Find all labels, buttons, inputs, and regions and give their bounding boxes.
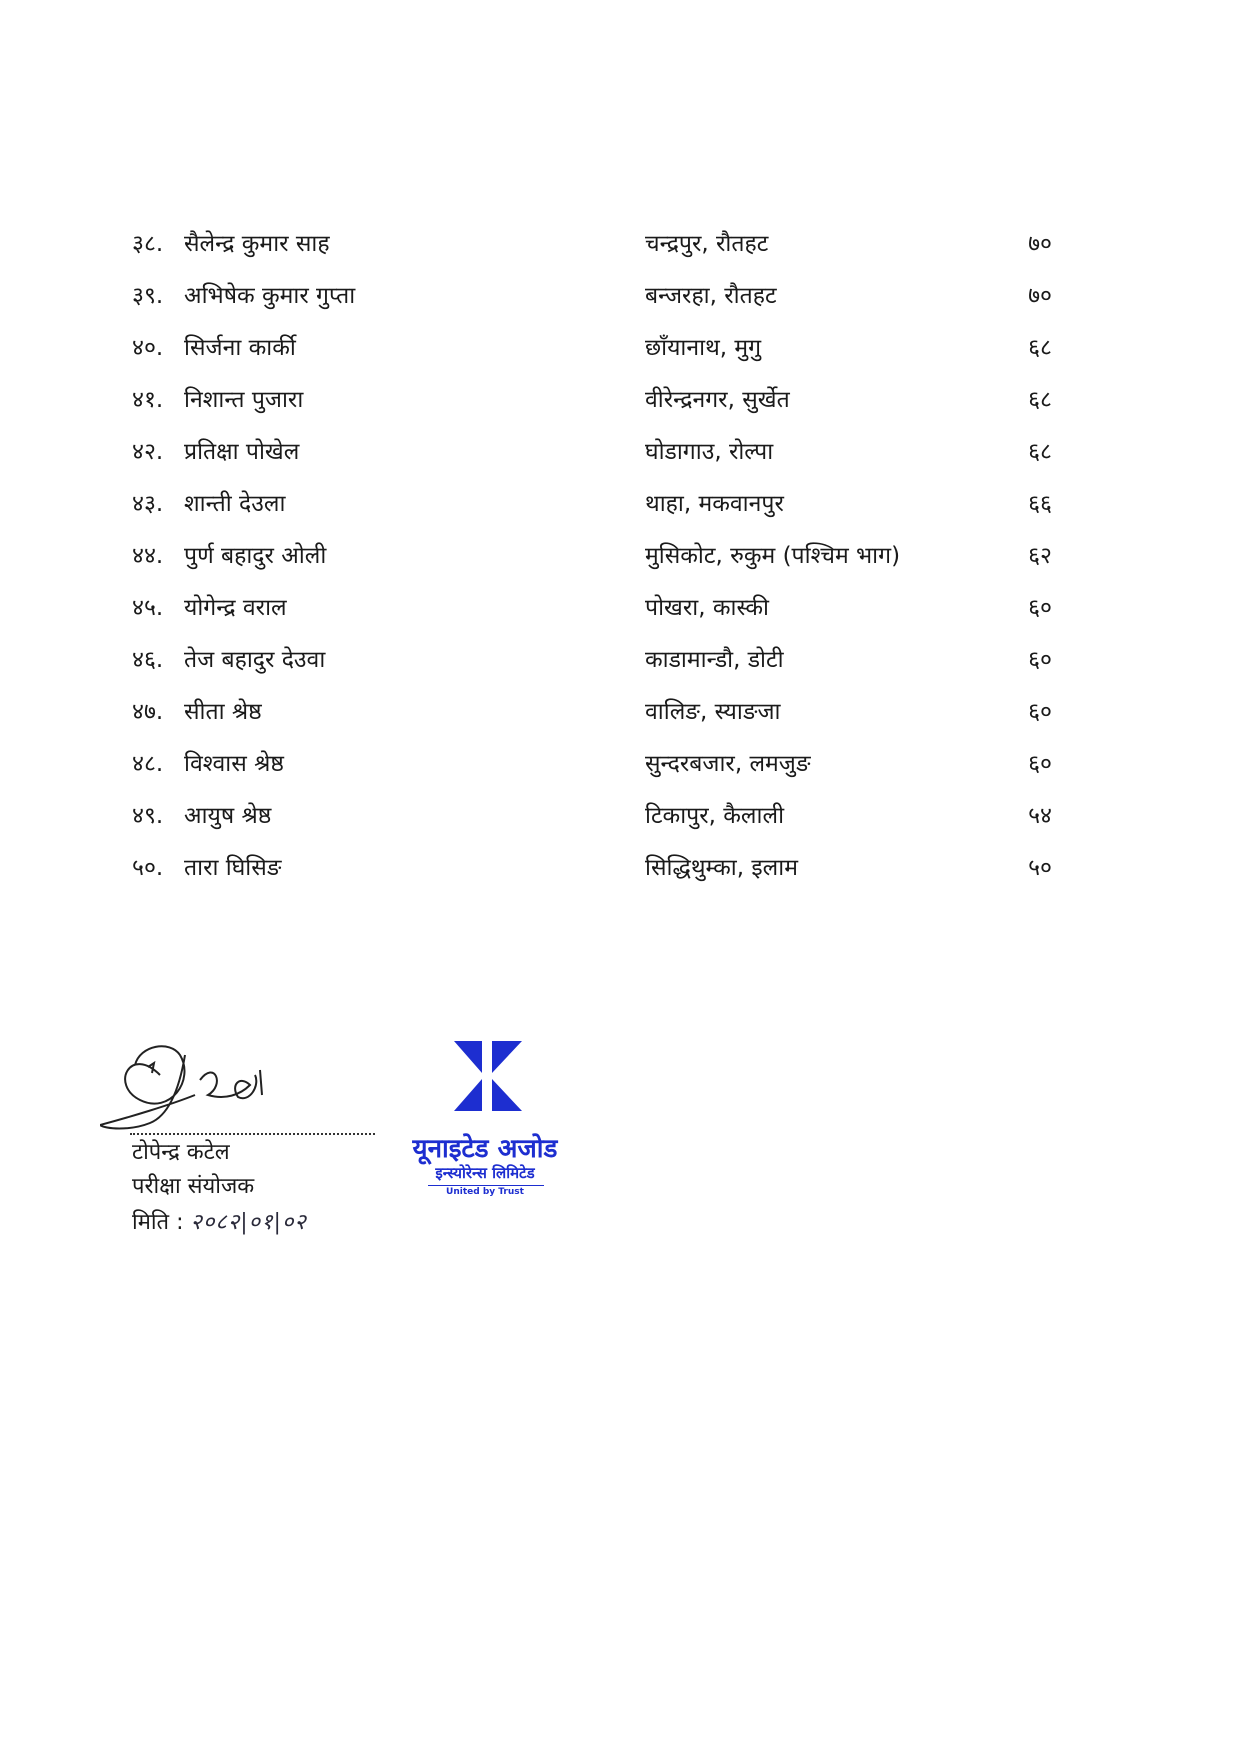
stamp-tagline: United by Trust (446, 1187, 524, 1197)
candidate-address: बन्जरहा, रौतहट (645, 283, 777, 309)
row-number: ४६. (132, 647, 164, 673)
row-number: ४०. (132, 335, 164, 361)
candidate-score: ६८ (1028, 439, 1052, 465)
candidate-name: विश्वास श्रेष्ठ (184, 751, 284, 777)
list-row (132, 426, 1062, 478)
candidate-name: निशान्त पुजारा (184, 387, 304, 413)
candidate-score: ७० (1028, 283, 1052, 309)
candidate-address: काडामान्डौ, डोटी (645, 647, 784, 673)
candidate-address: थाहा, मकवानपुर (645, 491, 784, 517)
candidate-address: वीरेन्द्रनगर, सुर्खेत (645, 387, 790, 413)
candidate-address: चन्द्रपुर, रौतहट (645, 231, 769, 257)
stamp-subtitle: इन्स्योरेन्स लिमिटेड (435, 1164, 535, 1182)
candidate-name: पुर्ण बहादुर ओली (184, 543, 327, 569)
candidate-score: ५० (1028, 855, 1052, 881)
candidate-address: वालिङ, स्याङजा (645, 699, 781, 725)
candidate-score: ६० (1028, 751, 1052, 777)
list-row (132, 842, 1062, 894)
list-row (132, 218, 1062, 270)
list-row (132, 478, 1062, 530)
signer-role: परीक्षा संयोजक (132, 1174, 255, 1199)
list-row (132, 686, 1062, 738)
candidate-address: सुन्दरबजार, लमजुङ (645, 751, 811, 777)
candidate-address: सिद्धिथुम्का, इलाम (645, 855, 798, 881)
candidate-address: पोखरा, कास्की (645, 595, 770, 621)
list-row (132, 322, 1062, 374)
row-number: ४९. (132, 803, 164, 829)
candidate-name: अभिषेक कुमार गुप्ता (184, 283, 356, 309)
row-number: ४८. (132, 751, 164, 777)
stamp-divider (428, 1185, 544, 1186)
candidate-score: ६८ (1028, 387, 1052, 413)
candidate-score: ६६ (1028, 491, 1052, 517)
candidate-address: छाँयानाथ, मुगु (645, 335, 762, 361)
candidate-score: ६० (1028, 647, 1052, 673)
list-row (132, 738, 1062, 790)
row-number: ४३. (132, 491, 164, 517)
candidate-name: तारा घिसिङ (184, 855, 282, 881)
row-number: ४१. (132, 387, 164, 413)
handwritten-signature (100, 1025, 400, 1145)
row-number: ४४. (132, 543, 164, 569)
list-row (132, 790, 1062, 842)
candidate-name: सीता श्रेष्ठ (184, 699, 262, 725)
list-row (132, 582, 1062, 634)
row-number: ३९. (132, 283, 164, 309)
signature-block (100, 1025, 400, 1255)
candidate-name: तेज बहादुर देउवा (184, 647, 326, 673)
list-row (132, 530, 1062, 582)
row-number: ४७. (132, 699, 164, 725)
date-label: मिति : (132, 1210, 184, 1235)
candidate-name: आयुष श्रेष्ठ (184, 803, 272, 829)
result-list (132, 218, 1062, 894)
list-row (132, 374, 1062, 426)
date-value: २०८२|०१|०२ (190, 1210, 307, 1235)
candidate-address: मुसिकोट, रुकुम (पश्चिम भाग) (645, 543, 901, 569)
company-stamp (390, 1035, 590, 1205)
signer-name: टोपेन्द्र कटेल (132, 1140, 230, 1165)
candidate-score: ६० (1028, 595, 1052, 621)
candidate-name: शान्ती देउला (184, 491, 286, 517)
signature-line (130, 1133, 375, 1135)
row-number: ५०. (132, 855, 164, 881)
row-number: ४२. (132, 439, 164, 465)
row-number: ३८. (132, 231, 164, 257)
candidate-score: ६८ (1028, 335, 1052, 361)
candidate-address: टिकापुर, कैलाली (645, 803, 785, 829)
candidate-score: ७० (1028, 231, 1052, 257)
signature-date (132, 1207, 307, 1239)
candidate-name: योगेन्द्र वराल (184, 595, 287, 621)
list-row (132, 634, 1062, 686)
stamp-title: यूनाइटेड अजोड (412, 1134, 558, 1164)
candidate-score: ५४ (1028, 803, 1052, 829)
row-number: ४५. (132, 595, 164, 621)
candidate-name: सिर्जना कार्की (184, 335, 296, 361)
candidate-name: सैलेन्द्र कुमार साह (184, 231, 330, 257)
company-logo-icon (448, 1035, 528, 1119)
candidate-name: प्रतिक्षा पोखेल (184, 439, 300, 465)
candidate-score: ६२ (1028, 543, 1052, 569)
candidate-address: घोडागाउ, रोल्पा (645, 439, 774, 465)
list-row (132, 270, 1062, 322)
candidate-score: ६० (1028, 699, 1052, 725)
